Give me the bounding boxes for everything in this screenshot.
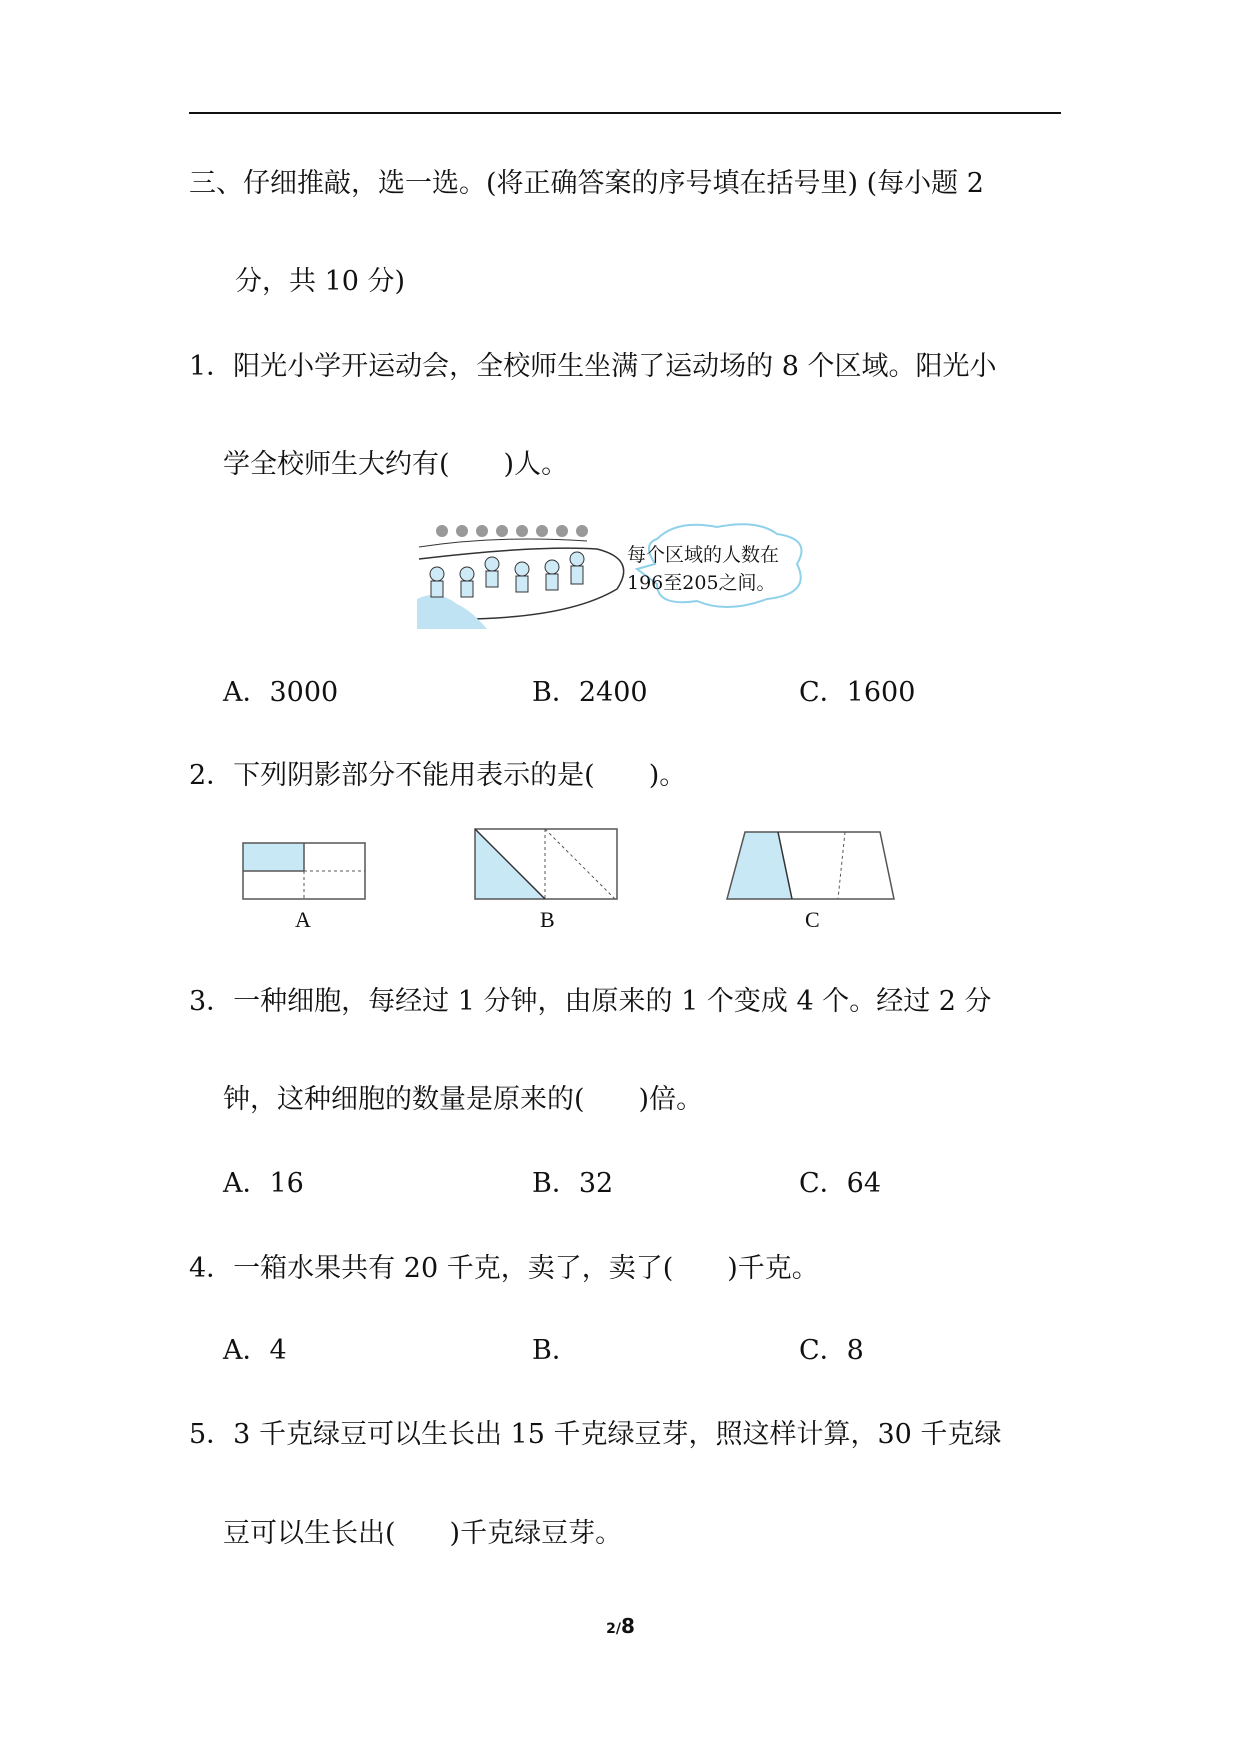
q3-option-b: B．32 bbox=[532, 1168, 614, 1199]
question-2: 2．下列阴影部分不能用表示的是( )。 bbox=[189, 760, 687, 791]
section-title-cont: 分，共 10 分) bbox=[235, 266, 406, 297]
section-title: 三、仔细推敲，选一选。(将正确答案的序号填在括号里) (每小题 2 bbox=[189, 168, 984, 199]
sports-meet-illustration bbox=[417, 519, 837, 629]
q4-option-c: C．8 bbox=[799, 1335, 864, 1366]
figure-c bbox=[727, 832, 894, 899]
figure-a-label: A bbox=[295, 907, 311, 932]
page-total: 8 bbox=[620, 1614, 635, 1638]
question-1: 1．阳光小学开运动会，全校师生坐满了运动场的 8 个区域。阳光小 bbox=[189, 351, 997, 382]
page-number bbox=[0, 1614, 1241, 1638]
question-5-cont: 豆可以生长出( )千克绿豆芽。 bbox=[223, 1518, 623, 1549]
q4-option-a: A．4 bbox=[223, 1335, 287, 1366]
header-rule bbox=[189, 112, 1061, 114]
figure-b bbox=[475, 829, 617, 899]
q4-option-b: B． bbox=[532, 1335, 579, 1366]
question-1-cont: 学全校师生大约有( )人。 bbox=[223, 449, 569, 480]
bubble-line-1: 每个区域的人数在 bbox=[627, 544, 780, 566]
question-4: 4．一箱水果共有 20 千克，卖了，卖了( )千克。 bbox=[189, 1253, 819, 1284]
figure-b-label: B bbox=[540, 907, 555, 932]
page-current: 2/ bbox=[606, 1621, 621, 1637]
q1-option-a: A．3000 bbox=[223, 677, 339, 708]
q3-option-c: C．64 bbox=[799, 1168, 882, 1199]
fraction-figures bbox=[240, 825, 920, 932]
q1-option-b: B．2400 bbox=[532, 677, 648, 708]
figure-a bbox=[243, 843, 365, 899]
figure-c-label: C bbox=[805, 907, 820, 932]
speech-bubble-text bbox=[627, 541, 779, 597]
bubble-line-2: 196至205之间。 bbox=[627, 572, 776, 594]
question-5: 5．3 千克绿豆可以生长出 15 千克绿豆芽，照这样计算，30 千克绿 bbox=[189, 1419, 1002, 1450]
question-3-cont: 钟，这种细胞的数量是原来的( )倍。 bbox=[223, 1084, 704, 1115]
q3-option-a: A．16 bbox=[223, 1168, 304, 1199]
question-3: 3．一种细胞，每经过 1 分钟，由原来的 1 个变成 4 个。经过 2 分 bbox=[189, 986, 992, 1017]
q1-option-c: C．1600 bbox=[799, 677, 916, 708]
